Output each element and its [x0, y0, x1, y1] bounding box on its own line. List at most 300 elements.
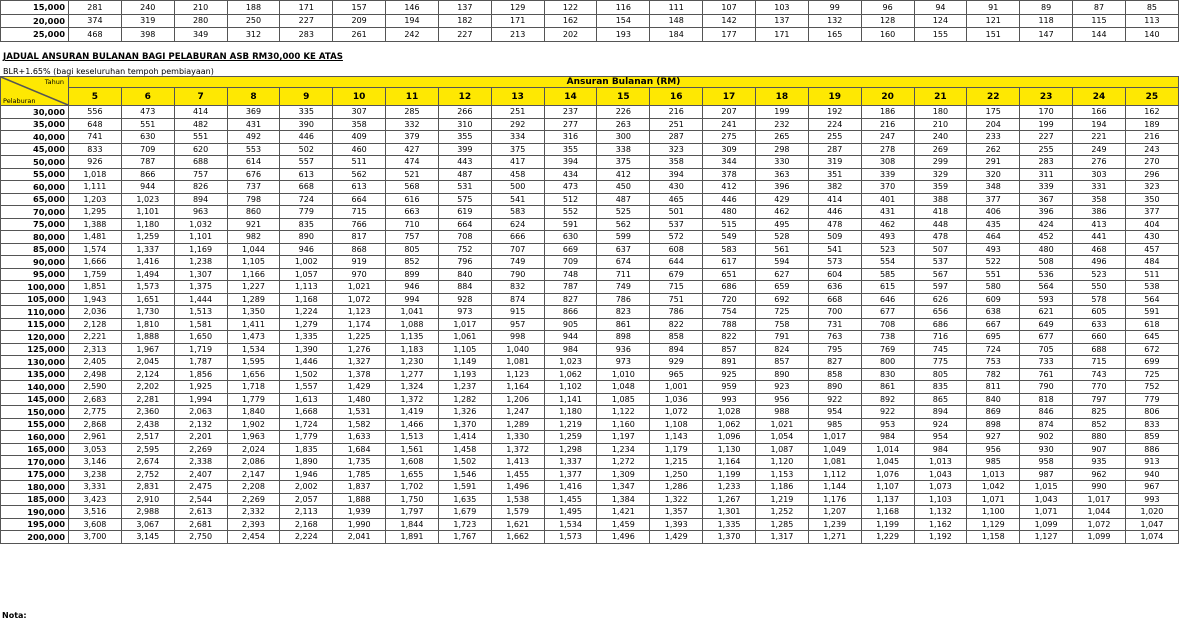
installment-cell: 597 — [914, 281, 967, 294]
investment-amount: 160,000 — [1, 431, 69, 444]
installment-cell: 1,890 — [280, 456, 333, 469]
installment-cell: 1,100 — [967, 506, 1020, 519]
investment-amount: 70,000 — [1, 206, 69, 219]
installment-cell: 973 — [438, 306, 491, 319]
installment-cell: 1,939 — [333, 506, 386, 519]
installment-cell: 646 — [861, 293, 914, 306]
table-row — [1, 368, 1179, 381]
installment-cell: 1,591 — [438, 481, 491, 494]
investment-amount: 25,000 — [1, 28, 69, 42]
installment-cell: 1,994 — [174, 393, 227, 406]
installment-cell: 170 — [1020, 106, 1073, 119]
installment-cell: 605 — [1073, 306, 1126, 319]
installment-cell: 757 — [386, 231, 439, 244]
installment-cell: 663 — [386, 206, 439, 219]
installment-cell: 99 — [808, 1, 861, 15]
installment-cell: 858 — [808, 368, 861, 381]
installment-cell: 502 — [280, 143, 333, 156]
year-header: 10 — [333, 88, 386, 106]
installment-cell: 1,085 — [597, 393, 650, 406]
installment-cell: 669 — [544, 243, 597, 256]
installment-cell: 292 — [491, 118, 544, 131]
installment-cell: 250 — [227, 14, 280, 28]
installment-cell: 1,071 — [967, 493, 1020, 506]
installment-cell: 350 — [1125, 193, 1178, 206]
installment-cell: 984 — [914, 443, 967, 456]
installment-cell: 2,024 — [227, 443, 280, 456]
installment-cell: 1,164 — [703, 456, 756, 469]
installment-cell: 171 — [755, 28, 808, 42]
installment-cell: 269 — [914, 143, 967, 156]
installment-cell: 1,057 — [280, 268, 333, 281]
installment-cell: 1,835 — [280, 443, 333, 456]
installment-cell: 874 — [1020, 418, 1073, 431]
installment-cell: 186 — [861, 106, 914, 119]
installment-cell: 507 — [914, 243, 967, 256]
investment-amount: 45,000 — [1, 143, 69, 156]
year-header: 6 — [121, 88, 174, 106]
year-header: 8 — [227, 88, 280, 106]
installment-cell: 1,239 — [808, 518, 861, 531]
installment-cell: 107 — [703, 1, 756, 15]
installment-cell: 852 — [1073, 418, 1126, 431]
installment-cell: 1,015 — [1020, 481, 1073, 494]
installment-cell: 1,946 — [280, 468, 333, 481]
installment-cell: 396 — [755, 181, 808, 194]
installment-cell: 367 — [1020, 193, 1073, 206]
installment-cell: 1,203 — [69, 193, 122, 206]
installment-cell: 401 — [861, 193, 914, 206]
installment-cell: 265 — [755, 131, 808, 144]
installment-cell: 624 — [491, 218, 544, 231]
installment-cell: 553 — [227, 143, 280, 156]
installment-cell: 240 — [121, 1, 174, 15]
installment-cell: 924 — [914, 418, 967, 431]
installment-cell: 1,388 — [69, 218, 122, 231]
corner-label-investment: Pelaburan — [3, 97, 36, 105]
installment-cell: 1,252 — [755, 506, 808, 519]
installment-cell: 645 — [1125, 331, 1178, 344]
installment-cell: 1,199 — [703, 468, 756, 481]
corner-label-year: Tahun — [44, 78, 64, 86]
installment-cell: 2,045 — [121, 356, 174, 369]
installment-cell: 1,413 — [491, 456, 544, 469]
installment-cell: 874 — [491, 293, 544, 306]
installment-cell: 370 — [861, 181, 914, 194]
installment-cell: 1,581 — [174, 318, 227, 331]
installment-cell: 227 — [438, 28, 491, 42]
installment-cell: 1,416 — [121, 256, 174, 269]
installment-cell: 1,750 — [386, 493, 439, 506]
year-header: 17 — [703, 88, 756, 106]
installment-cell: 677 — [861, 306, 914, 319]
installment-cell: 1,247 — [491, 406, 544, 419]
installment-cell: 833 — [69, 143, 122, 156]
installment-cell: 891 — [703, 356, 756, 369]
installment-cell: 753 — [967, 356, 1020, 369]
installment-cell: 898 — [597, 331, 650, 344]
installment-cell: 388 — [914, 193, 967, 206]
installment-cell: 1,227 — [227, 281, 280, 294]
installment-cell: 609 — [967, 293, 1020, 306]
installment-cell: 91 — [967, 1, 1020, 15]
installment-cell: 171 — [280, 1, 333, 15]
installment-cell: 709 — [544, 256, 597, 269]
installment-cell: 1,072 — [333, 293, 386, 306]
installment-cell: 1,378 — [333, 368, 386, 381]
installment-cell: 431 — [227, 118, 280, 131]
installment-cell: 1,767 — [438, 531, 491, 544]
installment-cell: 1,081 — [808, 456, 861, 469]
installment-cell: 556 — [69, 106, 122, 119]
installment-cell: 664 — [333, 193, 386, 206]
installment-cell: 715 — [333, 206, 386, 219]
installment-cell: 142 — [703, 14, 756, 28]
installment-cell: 1,414 — [438, 431, 491, 444]
installment-cell: 249 — [1073, 143, 1126, 156]
installment-cell: 630 — [121, 131, 174, 144]
investment-amount: 165,000 — [1, 443, 69, 456]
installment-cell: 1,635 — [438, 493, 491, 506]
installment-cell: 1,062 — [544, 368, 597, 381]
installment-cell: 958 — [1020, 456, 1073, 469]
installment-cell: 3,146 — [69, 456, 122, 469]
installment-cell: 1,459 — [597, 518, 650, 531]
installment-cell: 1,130 — [703, 443, 756, 456]
installment-cell: 227 — [1020, 131, 1073, 144]
installment-cell: 430 — [650, 181, 703, 194]
installment-cell: 926 — [69, 156, 122, 169]
installment-cell: 708 — [438, 231, 491, 244]
installment-cell: 111 — [650, 1, 703, 15]
installment-cell: 2,454 — [227, 531, 280, 544]
installment-cell: 766 — [333, 218, 386, 231]
installment-cell: 1,123 — [333, 306, 386, 319]
installment-cell: 1,224 — [280, 306, 333, 319]
installment-cell: 1,112 — [808, 468, 861, 481]
monthly-installment-header: Ansuran Bulanan (RM) — [69, 77, 1179, 88]
installment-cell: 898 — [967, 418, 1020, 431]
installment-cell: 1,335 — [703, 518, 756, 531]
installment-cell: 377 — [967, 193, 1020, 206]
installment-cell: 277 — [544, 118, 597, 131]
installment-cell: 2,438 — [121, 418, 174, 431]
installment-cell: 166 — [1073, 106, 1126, 119]
installment-cell: 1,129 — [967, 518, 1020, 531]
installment-cell: 618 — [1125, 318, 1178, 331]
installment-cell: 1,335 — [280, 331, 333, 344]
installment-cell: 417 — [491, 156, 544, 169]
installment-cell: 213 — [491, 28, 544, 42]
installment-cell: 484 — [1125, 256, 1178, 269]
installment-cell: 522 — [967, 256, 1020, 269]
installment-cell: 1,206 — [491, 393, 544, 406]
installment-cell: 358 — [650, 156, 703, 169]
installment-cell: 255 — [808, 131, 861, 144]
investment-amount: 150,000 — [1, 406, 69, 419]
installment-cell: 1,180 — [121, 218, 174, 231]
installment-cell: 1,633 — [333, 431, 386, 444]
installment-cell: 575 — [438, 193, 491, 206]
installment-cell: 1,416 — [544, 481, 597, 494]
installment-cell: 240 — [914, 131, 967, 144]
installment-cell: 115 — [1073, 14, 1126, 28]
installment-cell: 940 — [1125, 468, 1178, 481]
installment-cell: 2,831 — [121, 481, 174, 494]
installment-cell: 1,271 — [808, 531, 861, 544]
installment-cell: 859 — [1125, 431, 1178, 444]
installment-cell: 344 — [703, 156, 756, 169]
installment-cell: 329 — [914, 168, 967, 181]
table-row — [1, 356, 1179, 369]
installment-cell: 644 — [650, 256, 703, 269]
installment-cell: 171 — [491, 14, 544, 28]
installment-cell: 860 — [227, 206, 280, 219]
investment-amount: 155,000 — [1, 418, 69, 431]
installment-cell: 861 — [861, 381, 914, 394]
installment-cell: 465 — [650, 193, 703, 206]
installment-cell: 731 — [808, 318, 861, 331]
investment-amount: 145,000 — [1, 393, 69, 406]
installment-cell: 922 — [808, 393, 861, 406]
table-row — [1, 281, 1179, 294]
installment-cell: 199 — [1020, 118, 1073, 131]
table-row — [1, 106, 1179, 119]
installment-cell: 564 — [1020, 281, 1073, 294]
installment-cell: 1,289 — [227, 293, 280, 306]
installment-cell: 1,020 — [1125, 506, 1178, 519]
installment-cell: 1,073 — [914, 481, 967, 494]
installment-cell: 1,160 — [597, 418, 650, 431]
installment-cell: 283 — [1020, 156, 1073, 169]
installment-cell: 355 — [544, 143, 597, 156]
installment-cell: 749 — [491, 256, 544, 269]
installment-cell: 770 — [1073, 381, 1126, 394]
installment-cell: 679 — [650, 268, 703, 281]
table-row — [1, 456, 1179, 469]
installment-cell: 473 — [544, 181, 597, 194]
installment-cell: 2,269 — [227, 493, 280, 506]
installment-cell: 1,040 — [491, 343, 544, 356]
installment-cell: 1,797 — [386, 506, 439, 519]
installment-cell: 672 — [1125, 343, 1178, 356]
year-header: 7 — [174, 88, 227, 106]
installment-cell: 359 — [914, 181, 967, 194]
installment-cell: 930 — [1020, 443, 1073, 456]
installment-cell: 1,573 — [544, 531, 597, 544]
installment-cell: 2,002 — [280, 481, 333, 494]
installment-cell: 782 — [967, 368, 1020, 381]
installment-cell: 745 — [914, 343, 967, 356]
installment-cell: 194 — [1073, 118, 1126, 131]
installment-cell: 1,021 — [333, 281, 386, 294]
installment-cell: 985 — [967, 456, 1020, 469]
installment-cell: 464 — [967, 231, 1020, 244]
installment-cell: 614 — [227, 156, 280, 169]
installment-cell: 216 — [861, 118, 914, 131]
installment-cell: 1,723 — [438, 518, 491, 531]
installment-cell: 3,067 — [121, 518, 174, 531]
installment-cell: 822 — [703, 331, 756, 344]
installment-cell: 1,347 — [597, 481, 650, 494]
installment-cell: 604 — [808, 268, 861, 281]
installment-cell: 319 — [121, 14, 174, 28]
installment-cell: 880 — [1073, 431, 1126, 444]
installment-cell: 857 — [755, 356, 808, 369]
installment-cell: 1,081 — [491, 356, 544, 369]
table-row — [1, 231, 1179, 244]
installment-cell: 1,289 — [491, 418, 544, 431]
installment-cell: 155 — [914, 28, 967, 42]
installment-cell: 1,111 — [69, 181, 122, 194]
installment-cell: 1,513 — [386, 431, 439, 444]
installment-cell: 1,048 — [597, 381, 650, 394]
installment-cell: 330 — [755, 156, 808, 169]
installment-cell: 308 — [861, 156, 914, 169]
installment-cell: 1,502 — [438, 456, 491, 469]
installment-cell: 87 — [1073, 1, 1126, 15]
installment-cell: 480 — [1020, 243, 1073, 256]
installment-cell: 378 — [703, 168, 756, 181]
installment-cell: 1,234 — [597, 443, 650, 456]
installment-cell: 962 — [1073, 468, 1126, 481]
installment-cell: 2,752 — [121, 468, 174, 481]
installment-cell: 591 — [544, 218, 597, 231]
installment-cell: 613 — [280, 168, 333, 181]
installment-cell: 1,135 — [386, 331, 439, 344]
installment-cell: 182 — [438, 14, 491, 28]
installment-cell: 1,787 — [174, 356, 227, 369]
installment-cell: 1,087 — [755, 443, 808, 456]
installment-cell: 1,621 — [491, 518, 544, 531]
installment-cell: 2,224 — [280, 531, 333, 544]
installment-cell: 339 — [1020, 181, 1073, 194]
year-header: 18 — [755, 88, 808, 106]
installment-cell: 757 — [174, 168, 227, 181]
installment-cell: 335 — [280, 106, 333, 119]
installment-cell: 1,162 — [914, 518, 967, 531]
installment-cell: 869 — [967, 406, 1020, 419]
installment-cell: 251 — [491, 106, 544, 119]
installment-cell: 1,032 — [174, 218, 227, 231]
installment-cell: 1,021 — [755, 418, 808, 431]
table-row — [1, 293, 1179, 306]
installment-cell: 398 — [121, 28, 174, 42]
investment-amount: 100,000 — [1, 281, 69, 294]
installment-cell: 613 — [333, 181, 386, 194]
installment-cell: 1,370 — [703, 531, 756, 544]
installment-cell: 956 — [755, 393, 808, 406]
installment-cell: 1,072 — [650, 406, 703, 419]
table-row — [1, 518, 1179, 531]
installment-cell: 616 — [386, 193, 439, 206]
installment-cell: 216 — [1125, 131, 1178, 144]
installment-cell: 233 — [967, 131, 1020, 144]
investment-amount: 95,000 — [1, 268, 69, 281]
installment-cell: 1,099 — [1073, 531, 1126, 544]
installment-cell: 944 — [121, 181, 174, 194]
installment-cell: 858 — [650, 331, 703, 344]
installment-cell: 441 — [1073, 231, 1126, 244]
installment-cell: 1,779 — [280, 431, 333, 444]
installment-cell: 699 — [1125, 356, 1178, 369]
table-row — [1, 306, 1179, 319]
top-installment-table — [0, 0, 1179, 42]
table-title: JADUAL ANSURAN BULANAN BAGI PELABURAN ASB RM30,000 KE ATAS — [3, 52, 343, 62]
installment-cell: 791 — [755, 331, 808, 344]
installment-cell: 922 — [861, 406, 914, 419]
installment-cell: 913 — [1125, 456, 1178, 469]
installment-cell: 406 — [967, 206, 1020, 219]
installment-cell: 716 — [914, 331, 967, 344]
installment-cell: 1,179 — [650, 443, 703, 456]
installment-cell: 1,233 — [703, 481, 756, 494]
installment-cell: 487 — [438, 168, 491, 181]
installment-cell: 1,149 — [438, 356, 491, 369]
table-row — [1, 14, 1179, 28]
installment-cell: 303 — [1073, 168, 1126, 181]
installment-cell: 621 — [1020, 306, 1073, 319]
installment-cell: 413 — [1073, 218, 1126, 231]
installment-cell: 358 — [333, 118, 386, 131]
installment-cell: 1,168 — [280, 293, 333, 306]
installment-cell: 1,531 — [333, 406, 386, 419]
installment-cell: 1,655 — [386, 468, 439, 481]
installment-cell: 790 — [491, 268, 544, 281]
installment-cell: 705 — [1020, 343, 1073, 356]
installment-cell: 599 — [597, 231, 650, 244]
installment-cell: 593 — [1020, 293, 1073, 306]
installment-cell: 146 — [386, 1, 439, 15]
table-row — [1, 481, 1179, 494]
table-row — [1, 181, 1179, 194]
investment-amount: 175,000 — [1, 468, 69, 481]
installment-cell: 852 — [386, 256, 439, 269]
installment-cell: 255 — [1020, 143, 1073, 156]
year-header: 12 — [438, 88, 491, 106]
installment-cell: 1,298 — [544, 443, 597, 456]
installment-cell: 452 — [1020, 231, 1073, 244]
installment-cell: 676 — [227, 168, 280, 181]
installment-cell: 122 — [544, 1, 597, 15]
installment-cell: 1,101 — [174, 231, 227, 244]
year-header: 14 — [544, 88, 597, 106]
installment-cell: 1,372 — [386, 393, 439, 406]
installment-cell: 743 — [1073, 368, 1126, 381]
installment-cell: 2,281 — [121, 393, 174, 406]
installment-cell: 468 — [1073, 243, 1126, 256]
installment-cell: 496 — [1073, 256, 1126, 269]
installment-cell: 3,516 — [69, 506, 122, 519]
installment-cell: 925 — [703, 368, 756, 381]
installment-cell: 2,613 — [174, 506, 227, 519]
installment-cell: 749 — [597, 281, 650, 294]
installment-cell: 688 — [174, 156, 227, 169]
year-header: 15 — [597, 88, 650, 106]
installment-cell: 651 — [703, 268, 756, 281]
installment-cell: 633 — [1073, 318, 1126, 331]
installment-cell: 511 — [1125, 268, 1178, 281]
installment-cell: 564 — [1125, 293, 1178, 306]
table-row — [1, 143, 1179, 156]
installment-cell: 921 — [227, 218, 280, 231]
installment-cell: 478 — [914, 231, 967, 244]
installment-cell: 1,856 — [174, 368, 227, 381]
installment-cell: 1,724 — [280, 418, 333, 431]
installment-cell: 817 — [333, 231, 386, 244]
installment-cell: 199 — [755, 106, 808, 119]
installment-cell: 275 — [703, 131, 756, 144]
